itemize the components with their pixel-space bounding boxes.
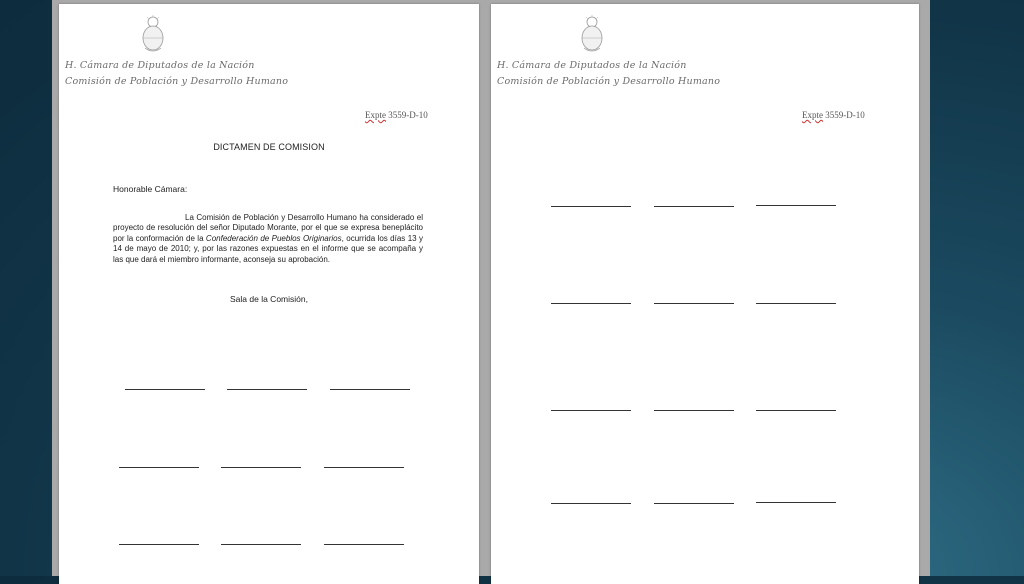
document-title: DICTAMEN DE COMISION [213,142,325,152]
signature-line [324,467,404,469]
signature-line [654,503,734,505]
closing-line: Sala de la Comisión, [230,294,308,304]
file-number [802,110,865,120]
signature-line [324,544,404,546]
signature-line [551,303,631,305]
signature-line [221,467,301,469]
signature-line [654,410,734,412]
signature-line [119,467,199,469]
body-text-italic: Confederación de Pueblos Originarios [205,233,342,243]
signature-line [119,544,199,546]
body-text-part2: , ocurrida los días 13 y 14 de mayo de 2010; y, por las razones expuestas en el informe que se acompaña y las que dará el miembro informante, aconseja su aprobación. [113,233,423,264]
document-page-2 [491,4,919,584]
signature-line [125,389,205,391]
coat-of-arms-icon [578,14,606,54]
signature-line [551,206,631,208]
signature-line [654,303,734,305]
file-number-prefix: Expte [802,110,823,120]
letterhead [497,58,919,90]
document-page-1 [59,4,479,584]
file-number-value: 3559-D-10 [388,110,428,120]
signature-line [551,503,631,505]
signature-line [756,205,836,207]
signature-line [756,502,836,504]
file-number [365,110,428,120]
letterhead-chamber: H. Cámara de Diputados de la Nación [65,60,255,71]
greeting: Honorable Cámara: [113,184,188,194]
file-number-value: 3559-D-10 [825,110,865,120]
body-paragraph [113,213,423,265]
letterhead-commission: Comisión de Población y Desarrollo Humano [65,76,289,87]
signature-line [227,389,307,391]
signature-line [654,206,734,208]
signature-line [756,303,836,305]
signature-line [756,410,836,412]
letterhead-chamber: H. Cámara de Diputados de la Nación [497,60,687,71]
coat-of-arms-icon [139,14,167,54]
letterhead [65,58,479,90]
body-text-part1: La Comisión de Población y Desarrollo Humano ha considerado el proyecto de resolución del señor Diputado Morante, por el que se expresa beneplácito por la conformación de la [113,213,423,243]
letterhead-commission: Comisión de Población y Desarrollo Humano [497,76,721,87]
signature-line [221,544,301,546]
document-viewer[interactable] [52,0,930,576]
file-number-prefix: Expte [365,110,386,120]
signature-line [551,410,631,412]
signature-line [330,389,410,391]
